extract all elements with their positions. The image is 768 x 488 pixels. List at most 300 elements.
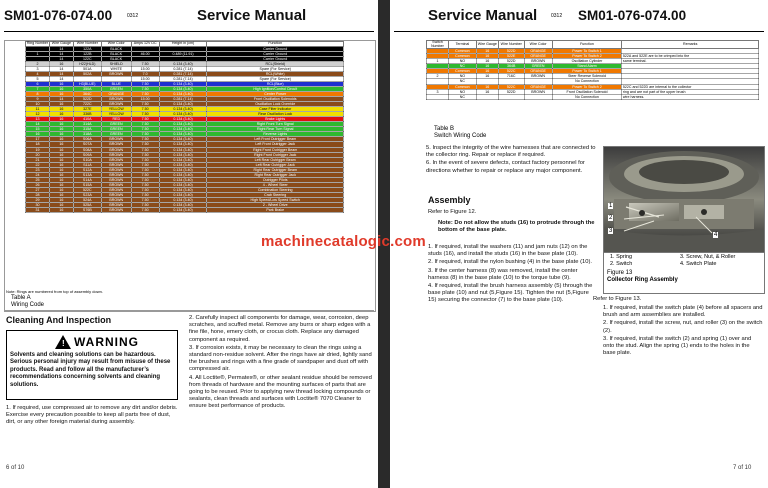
- table-cell: BROWN: [101, 172, 131, 177]
- table-cell: H3(BLUE): [73, 81, 101, 86]
- switch-steps: [603, 305, 763, 358]
- table-cell: ring and are not part of the upper brush: [622, 89, 759, 94]
- table-cell: 7.50: [131, 167, 159, 172]
- table-cell: 16: [49, 187, 73, 192]
- table-cell: 0.281 (7.14): [159, 97, 207, 102]
- table-cell: wire harness.: [622, 94, 759, 99]
- table-cell: YELLOW: [101, 112, 131, 117]
- table-cell: BROWN: [101, 192, 131, 197]
- table-cell: 23: [26, 167, 50, 172]
- table-cell: BROWN: [101, 187, 131, 192]
- column-header: Switch Number: [427, 41, 449, 49]
- table-cell: 336B: [73, 112, 101, 117]
- doc-number: SM01-076-074.00: [578, 8, 687, 23]
- page-title: Service Manual: [428, 7, 538, 24]
- collector-ring-photo: [603, 146, 765, 253]
- warning-label: WARNING: [74, 335, 139, 349]
- column-header: Wire Gauge: [476, 41, 498, 49]
- table-cell: S11A: [73, 162, 101, 167]
- table-cell: 522C and 522D are internal to the collector: [622, 84, 759, 89]
- table-a-bottom: [4, 310, 374, 311]
- table-note: Note: Rings are numbered from top of assembly down.: [6, 289, 103, 294]
- table-cell: 16: [49, 198, 73, 203]
- table-cell: 0.134 (3.40): [159, 137, 207, 142]
- table-cell: 14: [49, 71, 73, 76]
- table-cell: Oscillation Lock Override: [207, 102, 344, 107]
- exclamation-icon: !: [62, 339, 65, 348]
- table-cell: 16: [49, 81, 73, 86]
- table-cell: 0.134 (3.40): [159, 81, 207, 86]
- table-cell: BROWN: [101, 147, 131, 152]
- table-cell: 0.134 (3.40): [159, 107, 207, 112]
- table-cell: 122B: [73, 51, 101, 56]
- table-cell: 16: [49, 208, 73, 213]
- table-cell: 7.50: [131, 137, 159, 142]
- table-cell: 0.134 (3.40): [159, 203, 207, 208]
- table-cell: 364C: [73, 92, 101, 97]
- table-cell: RCL(Blue): [207, 81, 344, 86]
- table-cell: Spare (For Service): [207, 66, 344, 71]
- table-cell: 16: [49, 142, 73, 147]
- column-header: Amps 12V DC: [131, 42, 159, 47]
- table-cell: Front Oscillation Solenoid: [552, 89, 622, 94]
- table-cell: [427, 94, 449, 99]
- table-cell: 7.50: [131, 208, 159, 213]
- table-cell: 16: [49, 177, 73, 182]
- table-cell: 1: [26, 51, 50, 56]
- table-cell: 16: [476, 69, 498, 74]
- table-cell: ORANGE: [524, 54, 552, 59]
- table-cell: 6: [26, 81, 50, 86]
- table-cell: 522D: [73, 97, 101, 102]
- table-cell: 0.281 (7.14): [159, 66, 207, 71]
- table-cell: same terminal.: [622, 59, 759, 64]
- table-cell: 502A: [73, 71, 101, 76]
- table-cell: 522A and 522E are to be crimped into the: [622, 54, 759, 59]
- table-cell: 522D: [498, 89, 524, 94]
- table-cell: 7.50: [131, 203, 159, 208]
- table-cell: Outrigger Pilots: [207, 177, 344, 182]
- table-cell: 17: [26, 137, 50, 142]
- column-header: Wire Color: [101, 42, 131, 47]
- refer-figure-13: Refer to Figure 13.: [593, 296, 642, 302]
- table-cell: NC: [448, 94, 476, 99]
- table-caption-number: Table A: [11, 295, 31, 301]
- table-cell: 0.134 (3.40): [159, 182, 207, 187]
- table-cell: 14: [49, 56, 73, 61]
- table-cell: 16: [476, 59, 498, 64]
- warning-box: [6, 330, 178, 400]
- figure-label-2: 2: [609, 215, 613, 221]
- table-cell: 122A: [73, 46, 101, 51]
- table-cell: 501A: [73, 66, 101, 71]
- legend-2: 2. Switch: [610, 261, 633, 267]
- table-cell: 16: [49, 157, 73, 162]
- table-cell: 0.489 (11.91): [159, 51, 207, 56]
- table-cell: BROWN: [101, 142, 131, 147]
- table-cell: 16: [49, 112, 73, 117]
- table-cell: BROWN: [524, 59, 552, 64]
- table-cell: No Connection: [552, 94, 622, 99]
- table-cell: 315A: [73, 127, 101, 132]
- table-cell: 16: [49, 102, 73, 107]
- table-cell: Common: [448, 54, 476, 59]
- collector-ring-image: [604, 147, 764, 252]
- table-cell: 350A: [73, 86, 101, 91]
- figure-label-3: 3: [609, 228, 613, 234]
- assembly-step-3: 3. If the center harness (8) was removed, install the center harness (8) in the base plate (10) to the torque tube (9).: [428, 267, 578, 281]
- table-cell: 522C: [498, 84, 524, 89]
- figure-title: Collector Ring Assembly: [607, 277, 678, 283]
- table-cell: 15.00: [131, 66, 159, 71]
- table-cell: 24: [26, 172, 50, 177]
- inspection-steps: [189, 315, 372, 412]
- table-cell: Oscillation Cylinder: [552, 59, 622, 64]
- table-cell: 16: [49, 192, 73, 197]
- table-cell: 364B: [498, 64, 524, 69]
- table-caption-title: Wiring Code: [11, 302, 45, 308]
- table-cell: 11: [26, 107, 50, 112]
- table-cell: 7.50: [131, 107, 159, 112]
- doc-number: SM01-076-074.00: [4, 8, 113, 23]
- table-cell: S13A: [73, 172, 101, 177]
- table-cell: 7.50: [131, 86, 159, 91]
- table-cell: Common: [448, 84, 476, 89]
- column-header: Terminal: [448, 41, 476, 49]
- table-cell: 0.134 (3.40): [159, 117, 207, 122]
- table-cell: 0.134 (3.40): [159, 127, 207, 132]
- table-cell: 16: [49, 162, 73, 167]
- table-cell: 0.281 (7.14): [159, 71, 207, 76]
- table-cell: 7.50: [131, 117, 159, 122]
- table-cell: 16: [49, 147, 73, 152]
- table-cell: 7.50: [131, 147, 159, 152]
- table-cell: 28: [26, 192, 50, 197]
- table-cell: S10A: [73, 157, 101, 162]
- table-cell: 16: [476, 64, 498, 69]
- table-cell: 10: [26, 102, 50, 107]
- table-cell: 16: [476, 84, 498, 89]
- table-cell: H22(HLD): [73, 61, 101, 66]
- table-cell: Left Front Outrigger Beam: [207, 137, 344, 142]
- table-cell: 0.134 (3.40): [159, 162, 207, 167]
- table-cell: 314A: [73, 122, 101, 127]
- table-cell: 7.50: [131, 187, 159, 192]
- table-cell: 9: [26, 97, 50, 102]
- table-cell: 5: [26, 76, 50, 81]
- table-cell: GREEN: [101, 127, 131, 132]
- table-cell: BROWN: [524, 74, 552, 79]
- table-cell: 16: [49, 137, 73, 142]
- table-cell: 7: [26, 86, 50, 91]
- column-header: Height in (cm): [159, 42, 207, 47]
- switch-step-2: 2. If required, install the screw, nut, and roller (3) on the switch (2).: [603, 320, 763, 334]
- assembly-step-4: 4. If required, install the brush harness assembly (5) through the base plate (10) and nut (5,Figure 15). Tighten the nut (5,Figure 15) securing the connector (7) to the base plate (10).: [428, 283, 593, 304]
- legend-1: 1. Spring: [610, 254, 633, 260]
- table-cell: BROWN: [101, 208, 131, 213]
- column-header: Function: [207, 42, 344, 47]
- table-cell: S23A: [73, 192, 101, 197]
- figure-caption: [607, 270, 678, 284]
- table-cell: BROWN: [101, 177, 131, 182]
- table-cell: Stand Alarm: [552, 64, 622, 69]
- revision: 0312: [551, 13, 563, 19]
- table-cell: 14: [49, 76, 73, 81]
- table-cell: 16: [49, 107, 73, 112]
- table-cell: 525A: [73, 203, 101, 208]
- figure-number: Figure 13: [607, 270, 633, 276]
- step-5: 5. Inspect the integrity of the wire harnesses that are connected to the collector ring. Repair or replace if required.: [426, 145, 596, 159]
- table-cell: 31: [26, 208, 50, 213]
- table-cell: BLACK: [101, 46, 131, 51]
- table-cell: Left Front Outrigger Jack: [207, 142, 344, 147]
- table-cell: Power To Switch 2: [552, 54, 622, 59]
- figure-label-4: 4: [714, 232, 718, 238]
- table-cell: BROWN: [101, 167, 131, 172]
- table-cell: NO: [448, 59, 476, 64]
- warning-text: Solvents and cleaning solutions can be hazardous. Serious personal injury may result from misuse of these products. Read and follow all the manufacturer’s recommendations concerning solvents and cleaning solutions.: [10, 352, 171, 388]
- table-cell: NC: [448, 79, 476, 84]
- table-cell: BROWN: [524, 89, 552, 94]
- table-cell: BROWN: [101, 157, 131, 162]
- table-cell: 0.134 (3.40): [159, 147, 207, 152]
- table-cell: 16: [476, 54, 498, 59]
- table-cell: 29: [26, 198, 50, 203]
- table-cell: Right Rear Outrigger Jack: [207, 172, 344, 177]
- table-cell: 12: [26, 112, 50, 117]
- table-cell: 0.134 (3.40): [159, 208, 207, 213]
- column-header: Wire Number: [73, 42, 101, 47]
- table-cell: 16: [49, 152, 73, 157]
- table-cell: S14A: [73, 177, 101, 182]
- table-cell: 15.00: [131, 76, 159, 81]
- table-cell: Case Filter Indicator: [207, 107, 344, 112]
- table-cell: 0.134 (3.40): [159, 102, 207, 107]
- assembly-steps: [428, 244, 598, 306]
- table-cell: 7.50: [131, 162, 159, 167]
- table-caption: [11, 295, 44, 309]
- table-cell: 0.134 (3.40): [159, 157, 207, 162]
- table-cell: WHITE: [101, 66, 131, 71]
- table-cell: BROWN: [101, 162, 131, 167]
- table-cell: 25: [26, 177, 50, 182]
- table-cell: 7.50: [131, 157, 159, 162]
- table-cell: [524, 94, 552, 99]
- table-cell: 30: [26, 203, 50, 208]
- table-cell: 0.134 (3.40): [159, 177, 207, 182]
- table-cell: 20: [26, 152, 50, 157]
- table-cell: Right Rear Turn Signal: [207, 127, 344, 132]
- table-cell: RCL(Shield): [207, 61, 344, 66]
- table-cell: Reverse Lights: [207, 132, 344, 137]
- table-cell: Rear Oscillation Lock: [207, 112, 344, 117]
- table-cell: 18: [26, 142, 50, 147]
- table-cell: RED: [101, 117, 131, 122]
- table-cell: 410A: [73, 117, 101, 122]
- table-cell: BLACK: [101, 56, 131, 61]
- table-cell: 16: [49, 61, 73, 66]
- inspection-steps-cont: [426, 145, 596, 176]
- table-cell: 327E: [73, 107, 101, 112]
- table-cell: 16: [49, 122, 73, 127]
- table-cell: 16: [49, 172, 73, 177]
- table-cell: Center Power: [207, 92, 344, 97]
- table-cell: Combination Steering: [207, 187, 344, 192]
- column-header: Ring Number: [26, 41, 49, 45]
- table-cell: 16: [49, 92, 73, 97]
- table-cell: [476, 94, 498, 99]
- table-cell: 7.50: [131, 61, 159, 66]
- table-cell: High Speed/Low Speed Switch: [207, 198, 344, 203]
- table-cell: 7.50: [131, 177, 159, 182]
- table-cell: SHIELD: [101, 61, 131, 66]
- table-cell: 16: [49, 167, 73, 172]
- table-cell: Power To Switch 1: [552, 69, 622, 74]
- table-cell: 27: [26, 187, 50, 192]
- table-cell: 0.134 (3.40): [159, 132, 207, 137]
- table-cell: 26: [26, 182, 50, 187]
- table-cell: ORANGE: [101, 92, 131, 97]
- table-cell: 0.134 (3.40): [159, 187, 207, 192]
- table-cell: 15: [26, 127, 50, 132]
- table-cell: 522D: [498, 49, 524, 54]
- table-cell: Carrier Ground: [207, 56, 344, 61]
- table-cell: BROWN: [101, 182, 131, 187]
- table-cell: 0.134 (3.40): [159, 112, 207, 117]
- table-cell: 4 - Wheel Steer: [207, 182, 344, 187]
- header-rule: [394, 31, 764, 32]
- table-cell: Carrier Ground: [207, 46, 344, 51]
- table-cell: GREEN: [524, 64, 552, 69]
- column-header: Wire Color: [524, 41, 552, 49]
- table-cell: 16: [49, 117, 73, 122]
- table-cell: GREEN: [101, 122, 131, 127]
- table-cell: 16: [49, 132, 73, 137]
- table-cell: BROWN: [101, 203, 131, 208]
- table-cell: YELLOW: [101, 107, 131, 112]
- table-cell: Brake Lights: [207, 117, 344, 122]
- column-header: Function: [552, 41, 622, 49]
- wiring-code-table: [25, 41, 344, 213]
- table-cell: 0.134 (3.40): [159, 167, 207, 172]
- table-cell: 524A: [73, 198, 101, 203]
- header-rule: [4, 31, 374, 32]
- right-page: [390, 0, 768, 488]
- table-cell: 0.134 (3.40): [159, 92, 207, 97]
- table-cell: 16: [49, 182, 73, 187]
- table-cell: 2: [427, 74, 449, 79]
- table-cell: 7.50: [131, 127, 159, 132]
- table-cell: 0.134 (3.40): [159, 122, 207, 127]
- step-4: 4. All Loctite®, Permatex®, or other sealant residue should be removed from threads of hardware and the mounting surfaces of parts that are going to be reused. Prior to applying new thread locking compounds or sealants, clean threads and surfaces with Loctite® 7070 Cleaner to ensure best performance of products.: [189, 374, 372, 410]
- table-cell: 16: [49, 127, 73, 132]
- column-header: Wire Gauge: [49, 42, 73, 47]
- table-cell: S76B: [73, 208, 101, 213]
- table-cell: 2: [26, 61, 50, 66]
- table-cell: 2 - Wheel Drive: [207, 203, 344, 208]
- table-cell: 7.50: [131, 198, 159, 203]
- table-cell: NO: [448, 74, 476, 79]
- table-cell: 7.50: [131, 172, 159, 177]
- table-cell: 21: [26, 157, 50, 162]
- table-caption: [434, 126, 486, 140]
- page-number: 7 of 10: [733, 465, 752, 471]
- table-cell: Crab Steering: [207, 192, 344, 197]
- table-cell: 7.50: [131, 182, 159, 187]
- table-cell: Right Front Outrigger Jack: [207, 152, 344, 157]
- table-cell: 7.50: [131, 152, 159, 157]
- table-cell: Common: [448, 69, 476, 74]
- table-cell: 0.134 (3.40): [159, 86, 207, 91]
- page-number: 6 of 10: [6, 465, 25, 471]
- table-cell: 3: [427, 89, 449, 94]
- table-cell: BROWN: [101, 97, 131, 102]
- table-cell: 46.00: [131, 51, 159, 56]
- table-cell: Common: [448, 49, 476, 54]
- figure-label-1: 1: [609, 203, 613, 209]
- table-cell: NC: [448, 64, 476, 69]
- table-cell: 1: [427, 59, 449, 64]
- table-cell: High Ignition/Control Circuit: [207, 86, 344, 91]
- table-cell: 14: [49, 66, 73, 71]
- table-cell: [498, 94, 524, 99]
- table-cell: 0.134 (3.40): [159, 152, 207, 157]
- table-cell: BLUE: [101, 81, 131, 86]
- table-cell: 14: [49, 46, 73, 51]
- table-cell: 0.134 (3.40): [159, 61, 207, 66]
- table-cell: Front Oscillation Solenoids: [207, 97, 344, 102]
- table-cell: Left Rear Outrigger Jack: [207, 162, 344, 167]
- table-cell: 7.50: [131, 122, 159, 127]
- table-cell: GREEN: [101, 132, 131, 137]
- table-cell: 16: [476, 74, 498, 79]
- assembly-note: Note: Do not allow the studs (16) to protrude through the bottom of the base plate.: [438, 220, 595, 234]
- table-cell: GREEN: [101, 86, 131, 91]
- table-cell: S15A: [73, 182, 101, 187]
- table-cell: 7.50: [131, 92, 159, 97]
- table-cell: BLACK: [101, 51, 131, 56]
- table-cell: BROWN: [101, 198, 131, 203]
- table-cell: Power To Switch 1: [552, 49, 622, 54]
- legend-4: 4. Switch Plate: [680, 261, 717, 267]
- table-cell: 0.134 (3.40): [159, 142, 207, 147]
- table-cell: S07A: [73, 142, 101, 147]
- column-header: Remarks: [622, 41, 759, 49]
- step-1: 1. If required, use compressed air to remove any dirt and/or debris. Exercise every precaution possible to keep all parts free of dust, dirt, or any other foreign material during assembly.: [6, 405, 178, 426]
- table-cell: Right Rear Outrigger Beam: [207, 167, 344, 172]
- switch-step-3: 3. If required, install the switch (2) and spring (1) over and onto the stud. Align the spring (1) ends to the holes in the base plate.: [603, 335, 752, 357]
- table-cell: 16: [49, 86, 73, 91]
- table-cell: 13: [26, 117, 50, 122]
- section-heading: Assembly: [428, 195, 471, 205]
- page-title: Service Manual: [197, 7, 307, 24]
- revision: 0312: [127, 13, 139, 19]
- table-cell: Steer Reverse Solenoid: [552, 74, 622, 79]
- table-cell: 0.134 (3.40): [159, 198, 207, 203]
- assembly-step-1: 1. If required, install the washers (11) and jam nuts (12) on the studs (16), and install the studs (16) in the base plate (10).: [428, 244, 588, 258]
- table-cell: 8: [26, 92, 50, 97]
- table-cell: 4: [26, 71, 50, 76]
- table-row: [427, 94, 759, 99]
- table-cell: 7.50: [131, 132, 159, 137]
- table-cell: 14: [26, 122, 50, 127]
- table-cell: 0.134 (3.40): [159, 192, 207, 197]
- table-cell: BROWN: [101, 71, 131, 76]
- table-cell: BROWN: [101, 152, 131, 157]
- table-cell: ORANGE: [524, 69, 552, 74]
- table-cell: 16: [476, 49, 498, 54]
- table-cell: Carrier Ground: [207, 51, 344, 56]
